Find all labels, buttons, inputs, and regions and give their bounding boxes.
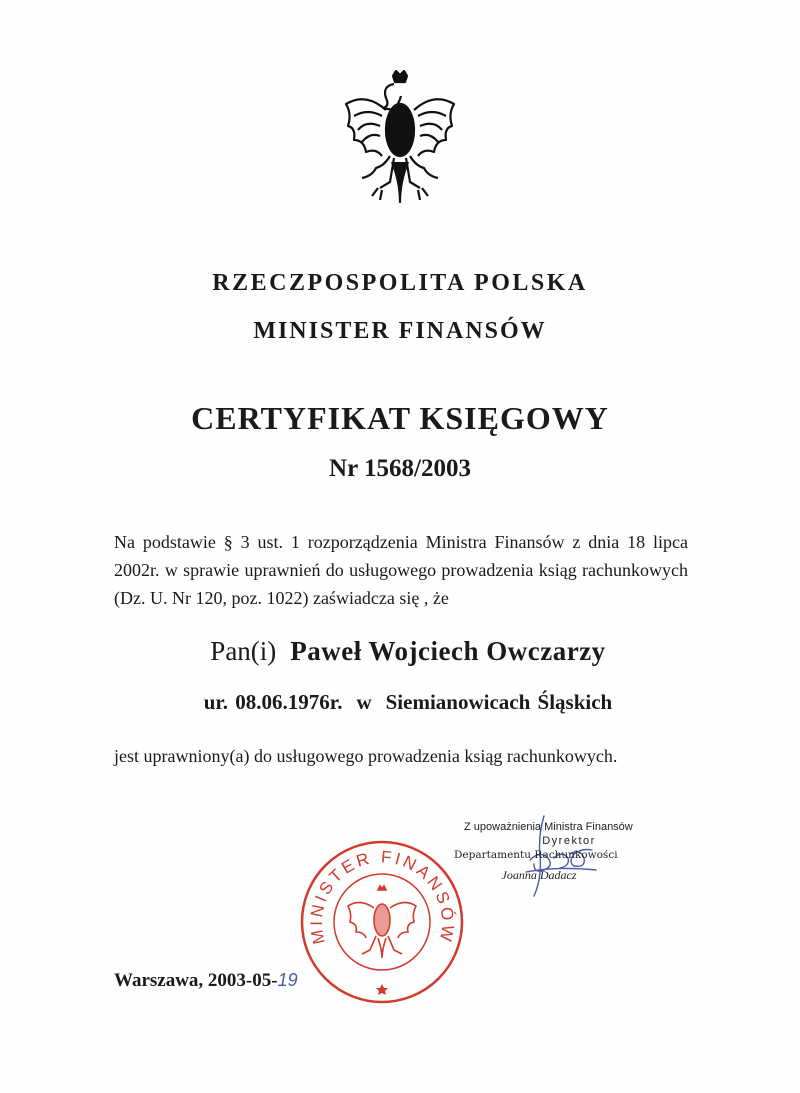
legal-basis-paragraph: Na podstawie § 3 ust. 1 rozporządzenia Ministra Finansów z dnia 18 lipca 2002r. w sprawie uprawnień do usługowego prowadzenia ksiąg rachunkowych (Dz. U. Nr 120, poz. 1022) zaświadcza się , że (114, 532, 688, 608)
stamp-text: MINISTER FINANSÓW (306, 847, 458, 946)
ministry-heading: MINISTER FINANSÓW (253, 318, 547, 344)
country-heading: RZECZPOSPOLITA POLSKA (212, 270, 588, 296)
place-date-text: Warszawa, 2003-05- (114, 970, 278, 991)
certificate-number: Nr 1568/2003 (329, 455, 471, 482)
official-stamp (298, 838, 466, 1006)
entitlement-statement: jest uprawniony(a) do usługowego prowadzenia ksiąg rachunkowych. (114, 746, 618, 766)
birth-date: ur. 08.06.1976r. (203, 690, 343, 714)
holder-line (0, 636, 800, 667)
authorization-text: Z upoważnienia Ministra Finansów (464, 821, 633, 833)
signer-role: Dyrektor (542, 835, 596, 847)
signer-department: Departamentu Rachunkowości (454, 849, 618, 861)
stamp-eagle-icon (348, 886, 416, 958)
signature-block (454, 820, 654, 882)
birth-connector: w (356, 690, 372, 714)
birth-line (0, 690, 800, 715)
signer-name: Joanna Dadacz (501, 868, 577, 882)
place-and-date (114, 970, 298, 992)
salutation: Pan(i) (210, 636, 277, 666)
certificate-title: CERTYFIKAT KSIĘGOWY (191, 400, 609, 436)
stamp-star-icon (376, 984, 388, 995)
birth-place: Siemianowicach Śląskich (385, 690, 613, 714)
polish-eagle-emblem (338, 70, 462, 208)
handwritten-day: 19 (277, 970, 298, 990)
holder-name: Paweł Wojciech Owczarzy (290, 636, 606, 666)
